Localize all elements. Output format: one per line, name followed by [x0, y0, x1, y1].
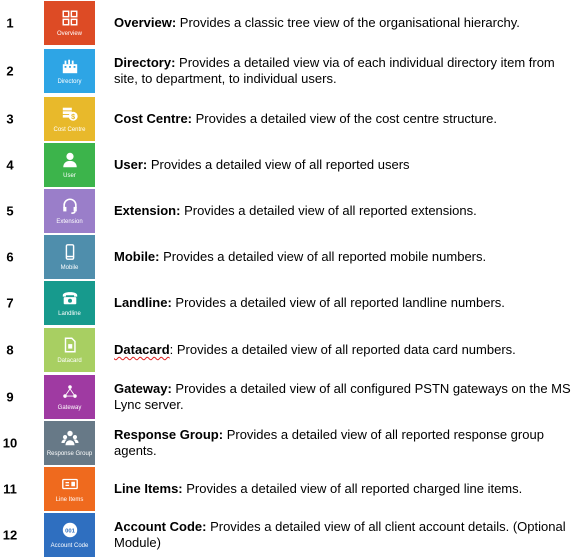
item-number: 5 — [6, 203, 14, 219]
list-item — [0, 420, 582, 466]
item-title: Line Items: — [114, 481, 183, 496]
list-item — [0, 374, 582, 420]
tile-label: Gateway — [57, 405, 82, 411]
item-title: Landline: — [114, 295, 172, 310]
item-description — [114, 111, 576, 127]
module-tile-extension[interactable] — [44, 189, 95, 233]
module-tile-directory[interactable] — [44, 49, 95, 93]
item-text: Provides a detailed view of all reported users — [147, 157, 410, 172]
item-number: 1 — [6, 15, 14, 31]
item-number: 6 — [6, 249, 14, 265]
item-description — [114, 295, 576, 311]
item-description — [114, 342, 576, 358]
item-number: 9 — [6, 389, 14, 405]
item-description — [114, 519, 576, 551]
grid-icon — [61, 9, 79, 27]
list-item — [0, 327, 582, 373]
item-title: Overview: — [114, 15, 177, 30]
item-text: : Provides a detailed view of all reported data card numbers. — [169, 342, 516, 357]
item-description — [114, 481, 576, 497]
module-tile-line-items[interactable] — [44, 467, 95, 511]
item-number: 3 — [6, 111, 14, 127]
module-tile-datacard[interactable] — [44, 328, 95, 372]
item-text: Provides a detailed view of all reported landline numbers. — [171, 295, 505, 310]
list-item — [0, 512, 582, 558]
user-icon — [61, 151, 79, 169]
list-item — [0, 0, 582, 46]
item-description — [114, 55, 576, 87]
item-title: Gateway: — [114, 381, 172, 396]
module-tile-landline[interactable] — [44, 281, 95, 325]
tile-label: Landline — [58, 311, 81, 317]
module-tile-mobile[interactable] — [44, 235, 95, 279]
item-number: 4 — [6, 157, 14, 173]
item-title: Extension: — [114, 203, 181, 218]
item-title: Directory: — [114, 55, 176, 70]
tile-label: Extension — [56, 219, 83, 225]
item-text: Provides a detailed view of all reported response group agents. — [114, 427, 544, 458]
list-card-icon — [61, 475, 79, 493]
item-text: Provides a detailed view of all reported mobile numbers. — [159, 249, 487, 264]
tile-label: Line Items — [55, 497, 84, 503]
item-number: 2 — [6, 63, 14, 79]
module-tile-gateway[interactable] — [44, 375, 95, 419]
building-icon — [61, 57, 79, 75]
list-item — [0, 96, 582, 142]
item-number: 8 — [6, 342, 14, 358]
tile-label: Cost Centre — [53, 127, 86, 133]
group-icon — [61, 429, 79, 447]
item-number: 12 — [2, 527, 18, 543]
tile-label: User — [63, 173, 76, 179]
item-text: Provides a detailed view of all client account details. (Optional Module) — [114, 519, 566, 550]
tile-label: Account Code — [50, 543, 89, 549]
item-title: User: — [114, 157, 148, 172]
tile-label: Mobile — [60, 265, 79, 271]
item-title: Mobile: — [114, 249, 160, 264]
item-number: 11 — [3, 481, 17, 497]
module-tile-account-code[interactable] — [44, 513, 95, 557]
item-text: Provides a detailed view of all reported charged line items. — [182, 481, 523, 496]
module-tile-cost-centre[interactable] — [44, 97, 95, 141]
mobile-phone-icon — [61, 243, 79, 261]
telephone-icon — [61, 289, 79, 307]
item-description — [114, 249, 576, 265]
network-icon — [61, 383, 79, 401]
item-text: Provides a detailed view of all reported extensions. — [180, 203, 477, 218]
item-text: Provides a detailed view of the cost centre structure. — [192, 111, 497, 126]
code-badge-icon — [61, 521, 79, 539]
list-item — [0, 188, 582, 234]
item-description — [114, 381, 576, 413]
item-description — [114, 427, 576, 459]
item-number: 10 — [2, 435, 18, 451]
item-title: Response Group: — [114, 427, 224, 442]
module-tile-overview[interactable] — [44, 1, 95, 45]
item-text: Provides a classic tree view of the organisational hierarchy. — [176, 15, 520, 30]
tile-label: Response Group — [46, 451, 93, 457]
item-text: Provides a detailed view via of each individual directory item from site, to department, to individual users. — [114, 55, 555, 86]
money-icon — [61, 105, 79, 123]
sim-card-icon — [61, 336, 79, 354]
item-title: Cost Centre: — [114, 111, 193, 126]
item-description — [114, 203, 576, 219]
tile-label: Datacard — [57, 358, 82, 364]
item-text: Provides a detailed view of all configured PSTN gateways on the MS Lync server. — [114, 381, 571, 412]
tile-label: Overview — [56, 31, 82, 37]
list-item — [0, 280, 582, 326]
module-tile-user[interactable] — [44, 143, 95, 187]
tile-label: Directory — [57, 79, 82, 85]
item-number: 7 — [6, 295, 14, 311]
list-item — [0, 466, 582, 512]
headset-icon — [61, 197, 79, 215]
item-description — [114, 157, 576, 173]
item-title: Datacard — [114, 342, 170, 357]
module-tile-response-group[interactable] — [44, 421, 95, 465]
list-item — [0, 234, 582, 280]
item-description — [114, 15, 576, 31]
list-item — [0, 48, 582, 94]
list-item — [0, 142, 582, 188]
svg-text:001: 001 — [64, 528, 75, 535]
item-title: Account Code: — [114, 519, 207, 534]
svg-text:$: $ — [70, 111, 75, 121]
